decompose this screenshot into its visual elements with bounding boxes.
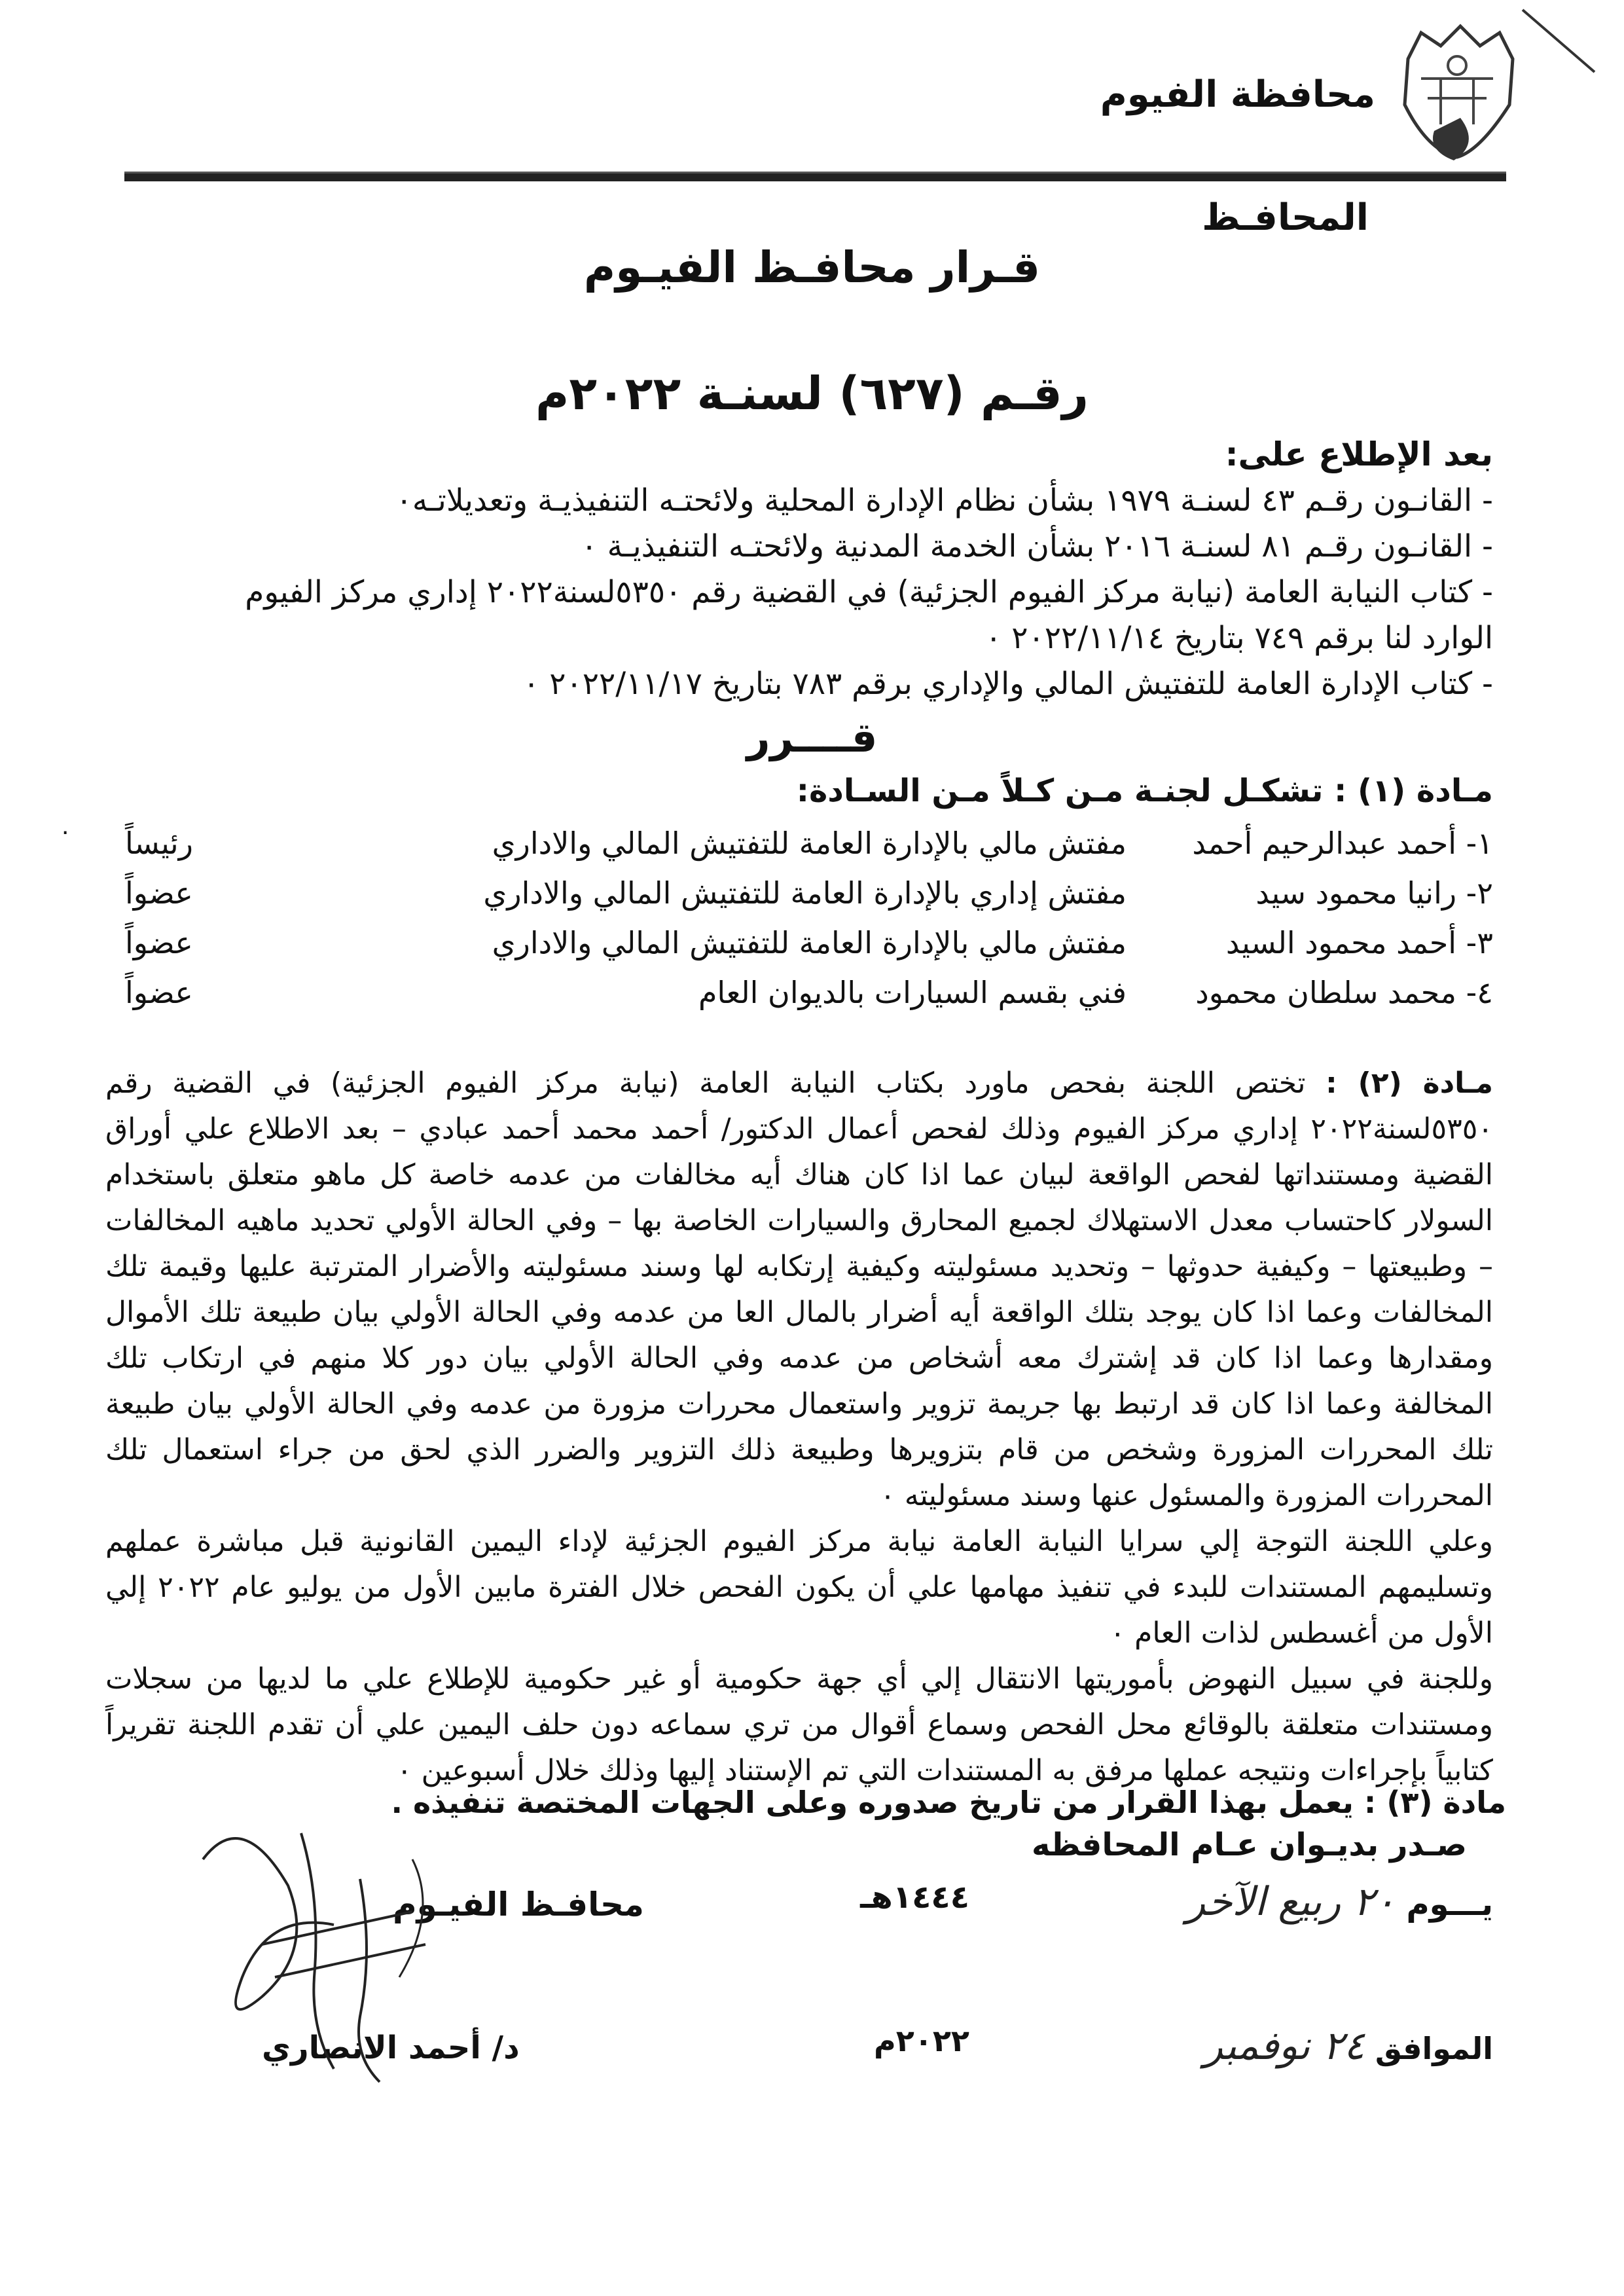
member-job: مفتش مالي بالإدارة العامة للتفتيش المالي والاداري <box>492 925 1127 960</box>
article-2-paragraph: وعلي اللجنة التوجة إلي سرايا النيابة العامة نيابة مركز الفيوم الجزئية لإداء اليمين القانونية قبل مباشرة عملهم وتسليمهم المستندات للبدء في تنفيذ مهامها علي أن يكون الفحص خلال الفترة مابين الأول من يوليو عام ٢٠٢٢ إلي الأول من أغسطس لذات العام ٠ <box>105 1525 1494 1650</box>
governorate-name: محافظة الفيوم <box>1100 73 1375 116</box>
article-2-paragraph: وللجنة في سبيل النهوض بأموريتها الانتقال إلي أي جهة حكومية أو غير حكومية للإطلاع علي ما لديها من سجلات ومستندات متعلقة بالوقائع محل الفحص وسماع أقوال من تري سماعه دون حلف اليمين علي أن تقدم اللجنة تقريراً كتابياً بإجراءات ونتيجه عملها مرفق به المستندات التي تم الإستناد إليها وذلك خلال أسبوعين ٠ <box>105 1662 1493 1787</box>
article-2-label: مـادة (٢) : <box>1326 1066 1493 1100</box>
preamble-item: - القانـون رقـم ٤٣ لسنـة ١٩٧٩ بشأن نظام الإدارة المحلية ولائحتـه التنفيذيـة وتعديلاتـه٠ <box>395 483 1493 519</box>
member-role: عضواً <box>125 875 193 911</box>
member-role: عضواً <box>125 925 193 960</box>
decree-title: قـرار محافـظ الفيـوم <box>583 242 1041 293</box>
article-2-paragraph <box>105 1061 1493 1519</box>
corresponds-label: الموافق <box>1375 2031 1493 2066</box>
signatory-title: محافـظ الفيـوم <box>393 1886 644 1923</box>
signatory-name: د/ أحمد الانصاري <box>262 2030 520 2066</box>
member-name: ١- أحمد عبدالرحيم أحمد <box>1192 826 1493 861</box>
article-1-label: مـادة (١) : تشكـل لجنـة مـن كـلاً مـن السـادة: <box>796 773 1493 809</box>
committee-members-table <box>125 818 1493 1017</box>
hijri-year: ١٤٤٤هـ <box>860 1879 969 1916</box>
member-role: عضواً <box>125 975 193 1010</box>
margin-mark: ٠ <box>59 818 72 845</box>
member-row <box>125 868 1493 918</box>
preamble-item: - كتاب الإدارة العامة للتفتيش المالي والإداري برقم ٧٨٣ بتاريخ ٢٠٢٢/١١/١٧ ٠ <box>523 666 1493 702</box>
member-row <box>125 918 1493 968</box>
article-2-text: تختص اللجنة بفحص ماورد بكتاب النيابة العامة (نيابة مركز الفيوم الجزئية) في القضية رقم ٥٣٥٠لسنة٢٠٢٢ إداري مركز الفيوم وذلك لفحص أعمال الدكتور/ أحمد محمد أحمد عبادي – بعد الاطلاع علي أوراق القضية ومستنداتها لفحص الواقعة لبيان عما اذا كان هناك أيه مخالفات من عدمه خاصة كل ماهو متعلق باستخدام السولار كاحتساب معدل الاستهلاك لجميع المحارق والسيارات الخاصة بها – وفي الحالة الأولي تحديد ماهيه المخالفات – وطبيعتها – وكيفية حدوثها – وتحديد مسئوليته وكيفية إرتكابه لها وسند مسئوليته والأضرار المترتبة عليها وقيمة تلك المخالفات وعما اذا كان يوجد بتلك الواقعة أيه أضرار بالمال العا من عدمه وفي الحالة الأولي بيان طبيعة تلك الأموال ومقدارها وعما اذا كان قد إشترك معه أشخاص من عدمه وفي الحالة الأولي بيان دور كلا منهم في ارتكاب تلك المخالفة وعما اذا كان قد ارتبط بها جريمة تزوير واستعمال محررات مزورة من عدمه وفي الحالة الأولي بيان طبيعة تلك المحررات المزورة وشخص من قام بتزويرها وطبيعة ذلك التزوير والضرر الذي لحق من جراء استعمال تلك المحررات المزورة والمسئول عنها وسند مسئوليته ٠ <box>105 1066 1493 1512</box>
corresponds-line <box>1204 2023 1493 2069</box>
preamble-intro: بعد الإطلاع على: <box>1225 435 1493 473</box>
preamble-list <box>125 478 1493 707</box>
article-3: مادة (٣) : يعمل بهذا القرار من تاريخ صدوره وعلى الجهات المختصة تنفيذه . <box>391 1785 1506 1820</box>
preamble-item: - القانـون رقـم ٨١ لسنـة ٢٠١٦ بشأن الخدمة المدنية ولائحتـه التنفيذيـة ٠ <box>581 528 1493 564</box>
member-row <box>125 968 1493 1017</box>
member-job: مفتش مالي بالإدارة العامة للتفتيش المالي والاداري <box>492 826 1127 861</box>
header-divider <box>124 172 1506 181</box>
member-role: رئيساً <box>125 826 193 861</box>
handwritten-signature <box>164 1781 504 2095</box>
member-name: ٣- أحمد محمود السيد <box>1225 925 1493 960</box>
issued-at: صـدر بديـوان عـام المحافظه <box>1032 1827 1467 1863</box>
member-name: ٢- رانيا محمود سيد <box>1255 875 1493 911</box>
preamble-item: - كتاب النيابة العامة (نيابة مركز الفيوم الجزئية) في القضية رقم ٥٣٥٠لسنة٢٠٢٢ إداري مركز الفيوم <box>245 574 1493 610</box>
day-label: يـــوم <box>1406 1886 1493 1923</box>
member-job: مفتش إداري بالإدارة العامة للتفتيش المالي والاداري <box>483 875 1127 911</box>
preamble-item: الوارد لنا برقم ٧٤٩ بتاريخ ٢٠٢٢/١١/١٤ ٠ <box>985 620 1493 656</box>
day-line <box>1186 1879 1493 1925</box>
decree-number: رقـم (٦٢٧) لسنـة ٢٠٢٢م <box>535 367 1089 420</box>
member-name: ٤- محمد سلطان محمود <box>1195 975 1493 1010</box>
gregorian-year: ٢٠٢٢م <box>873 2023 969 2058</box>
member-job: فني بقسم السيارات بالديوان العام <box>698 975 1127 1010</box>
day-handwritten: ٢٠ ربيع الآخر <box>1186 1879 1396 1925</box>
member-row <box>125 818 1493 868</box>
office-label: المحافـظ <box>1202 196 1369 239</box>
corresponds-handwritten: ٢٤ نوفمبر <box>1204 2023 1365 2069</box>
decided-heading: قــــرر <box>746 714 878 761</box>
article-2-body <box>105 1061 1493 1794</box>
fayoum-governorate-logo <box>1382 20 1532 164</box>
